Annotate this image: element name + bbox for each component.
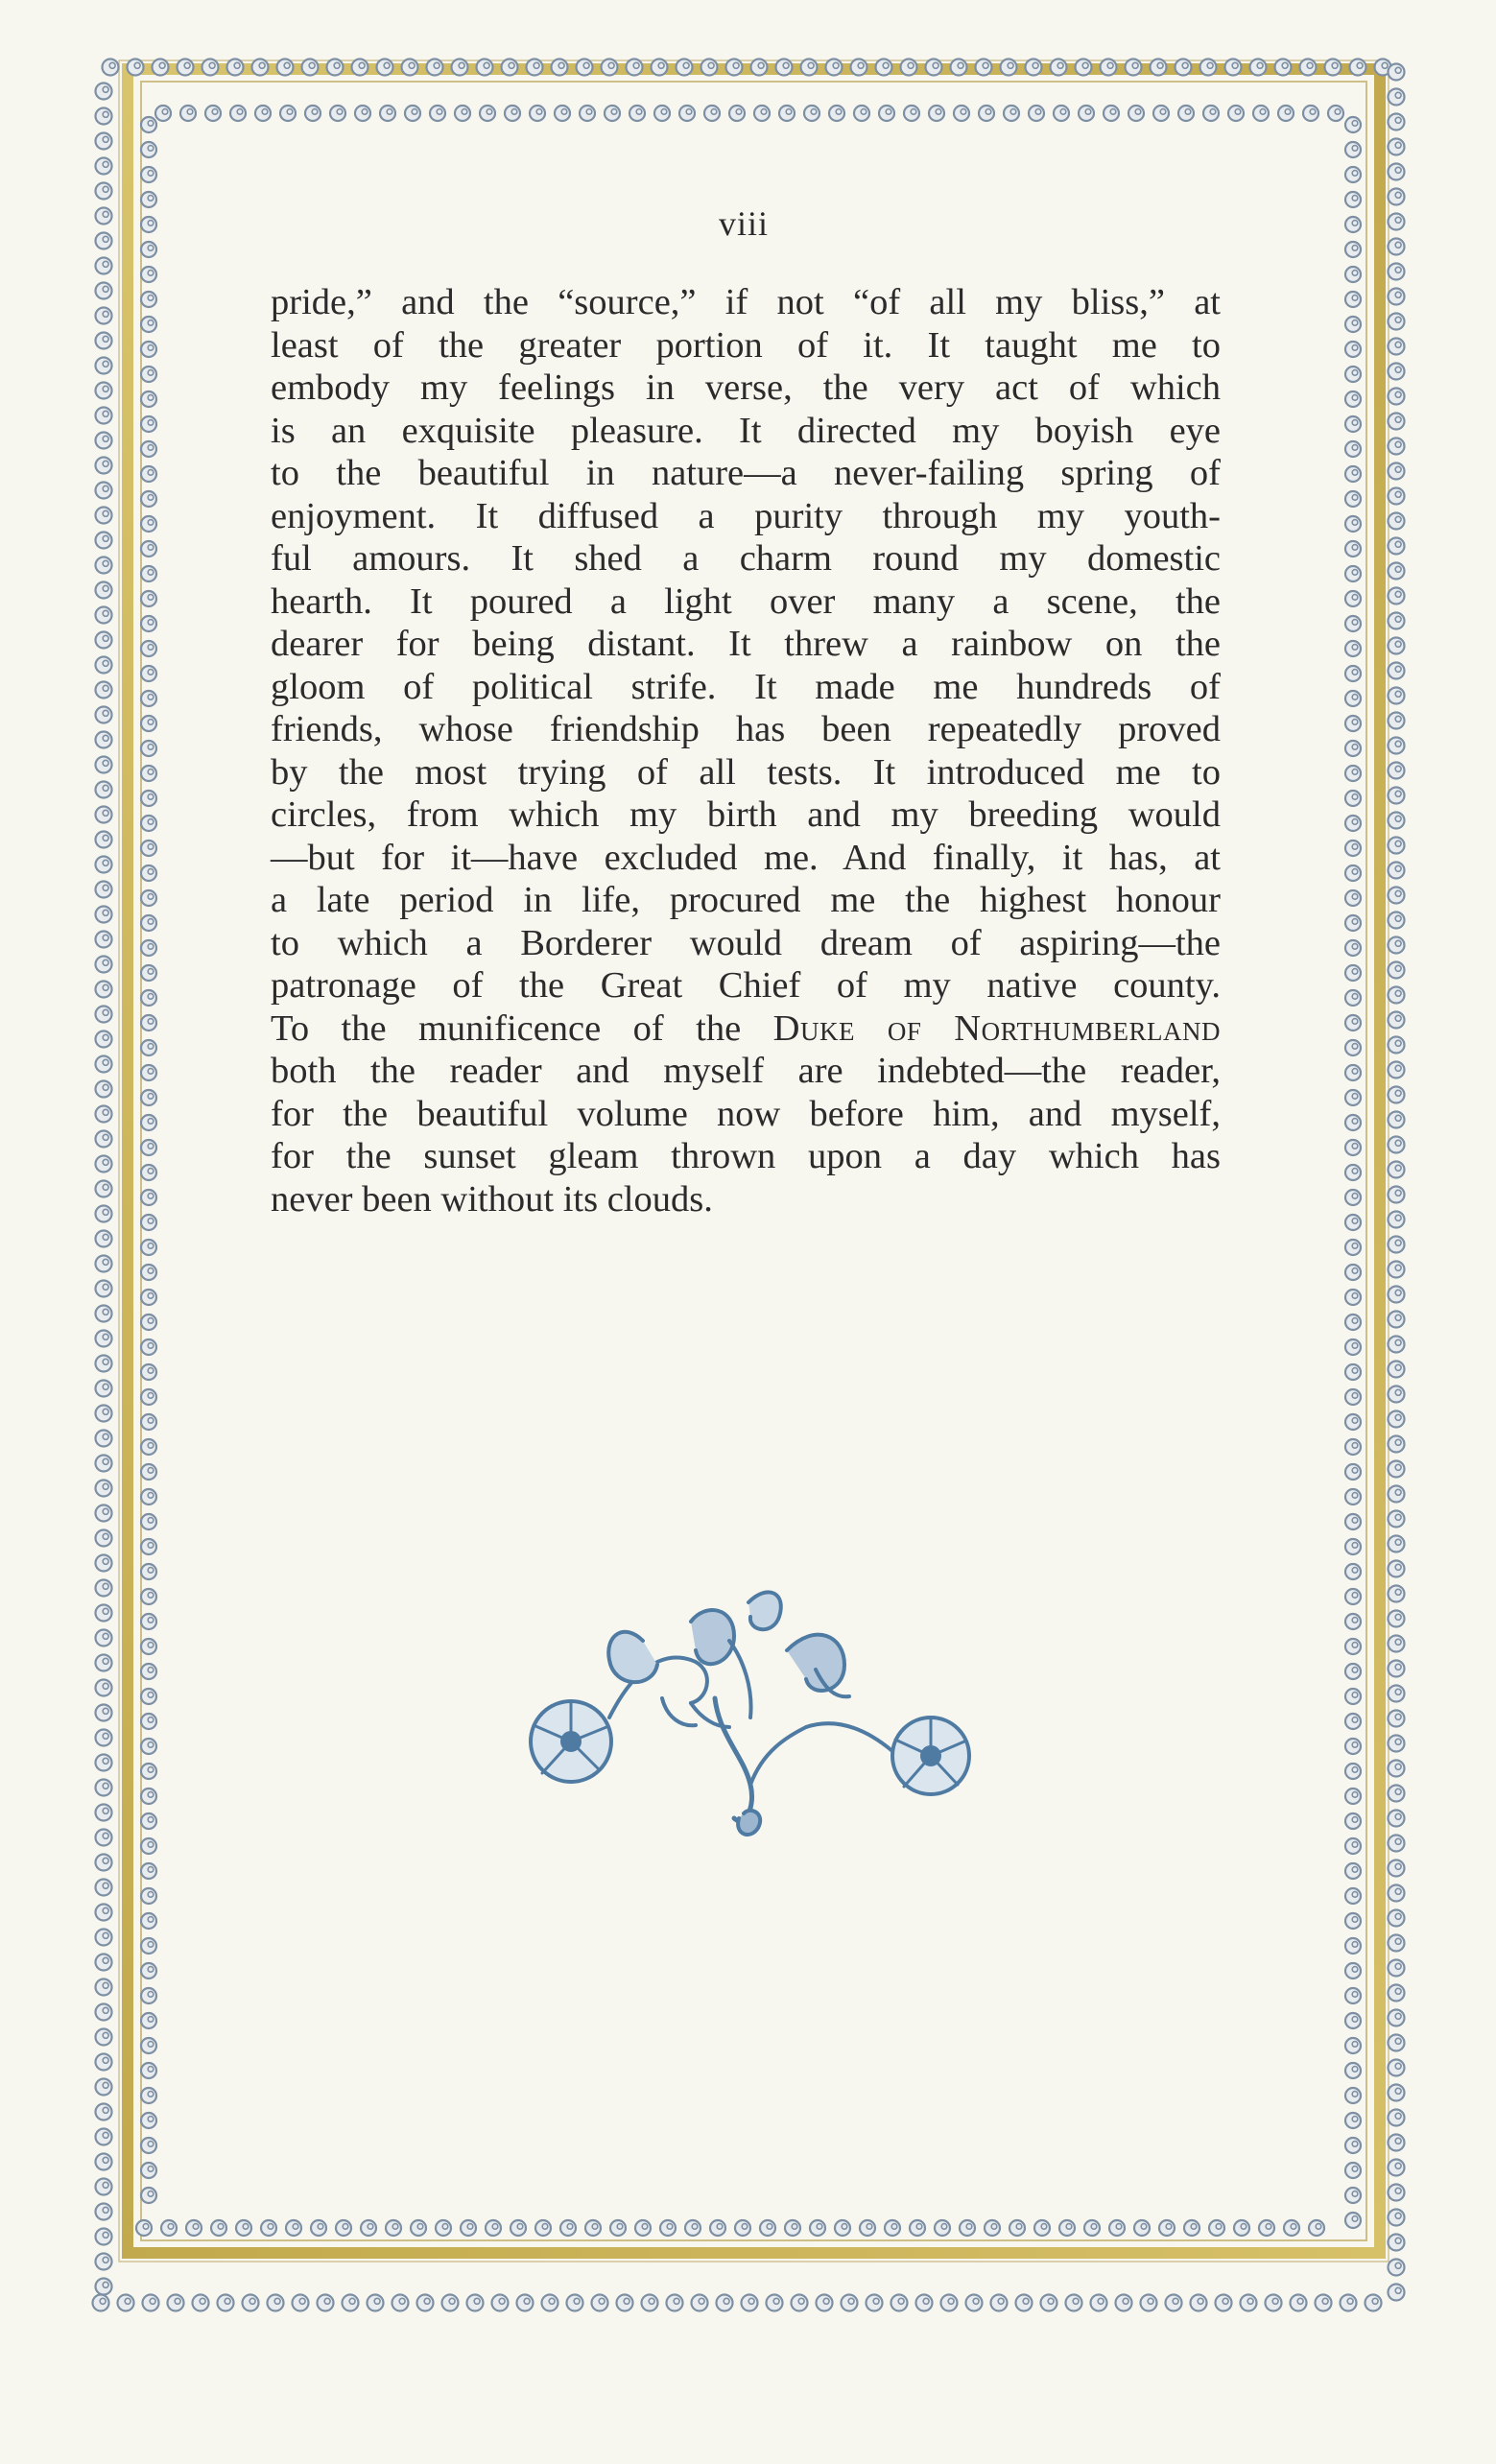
floral-tailpiece-ornament [499, 1583, 998, 1842]
text-line: —but for it—have excluded me. And finally, it has, at [271, 837, 1221, 878]
text-line: for the beautiful volume now before him, and myself, [271, 1093, 1221, 1134]
text-line: circles, from which my birth and my breeding would [271, 794, 1221, 835]
page-number: viii [718, 204, 769, 243]
text-line-last: never been without its clouds. [271, 1178, 713, 1220]
text-line: by the most trying of all tests. It introduced me to [271, 751, 1221, 793]
text-line: enjoyment. It diffused a purity through my youth- [271, 495, 1221, 536]
central-scroll [608, 1592, 892, 1835]
text-line: for the sunset gleam thrown upon a day which has [271, 1136, 1221, 1176]
duke-name: Duke of Northumberland [772, 1007, 1221, 1049]
text-line: hearth. It poured a light over many a scene, the [271, 580, 1221, 622]
text-line: embody my feelings in verse, the very act of which [271, 367, 1221, 408]
text-line: ful amours. It shed a charm round my domestic [271, 538, 1221, 579]
left-flower [531, 1701, 611, 1782]
duke-line-prefix: To the munificence of the [271, 1007, 773, 1049]
text-line: least of the greater portion of it. It taught me to [271, 324, 1221, 366]
text-line: is an exquisite pleasure. It directed my boyish eye [271, 410, 1221, 451]
text-line: both the reader and myself are indebted—the reader, [271, 1051, 1221, 1091]
right-flower [892, 1718, 969, 1794]
text-line: a late period in life, procured me the highest honour [271, 880, 1221, 920]
text-line: pride,” and the “source,” if not “of all my bliss,” at [271, 282, 1221, 322]
text-line: dearer for being distant. It threw a rainbow on the [271, 624, 1221, 664]
text-line: gloom of political strife. It made me hundreds of [271, 666, 1221, 707]
body-text [271, 281, 1221, 1220]
text-line: patronage of the Great Chief of my native county. [271, 965, 1221, 1006]
text-line: friends, whose friendship has been repeatedly proved [271, 709, 1221, 749]
text-line-duke [271, 1007, 1221, 1051]
text-line: to the beautiful in nature—a never-failing spring of [271, 453, 1221, 493]
text-line: to which a Borderer would dream of aspiring—the [271, 922, 1221, 963]
